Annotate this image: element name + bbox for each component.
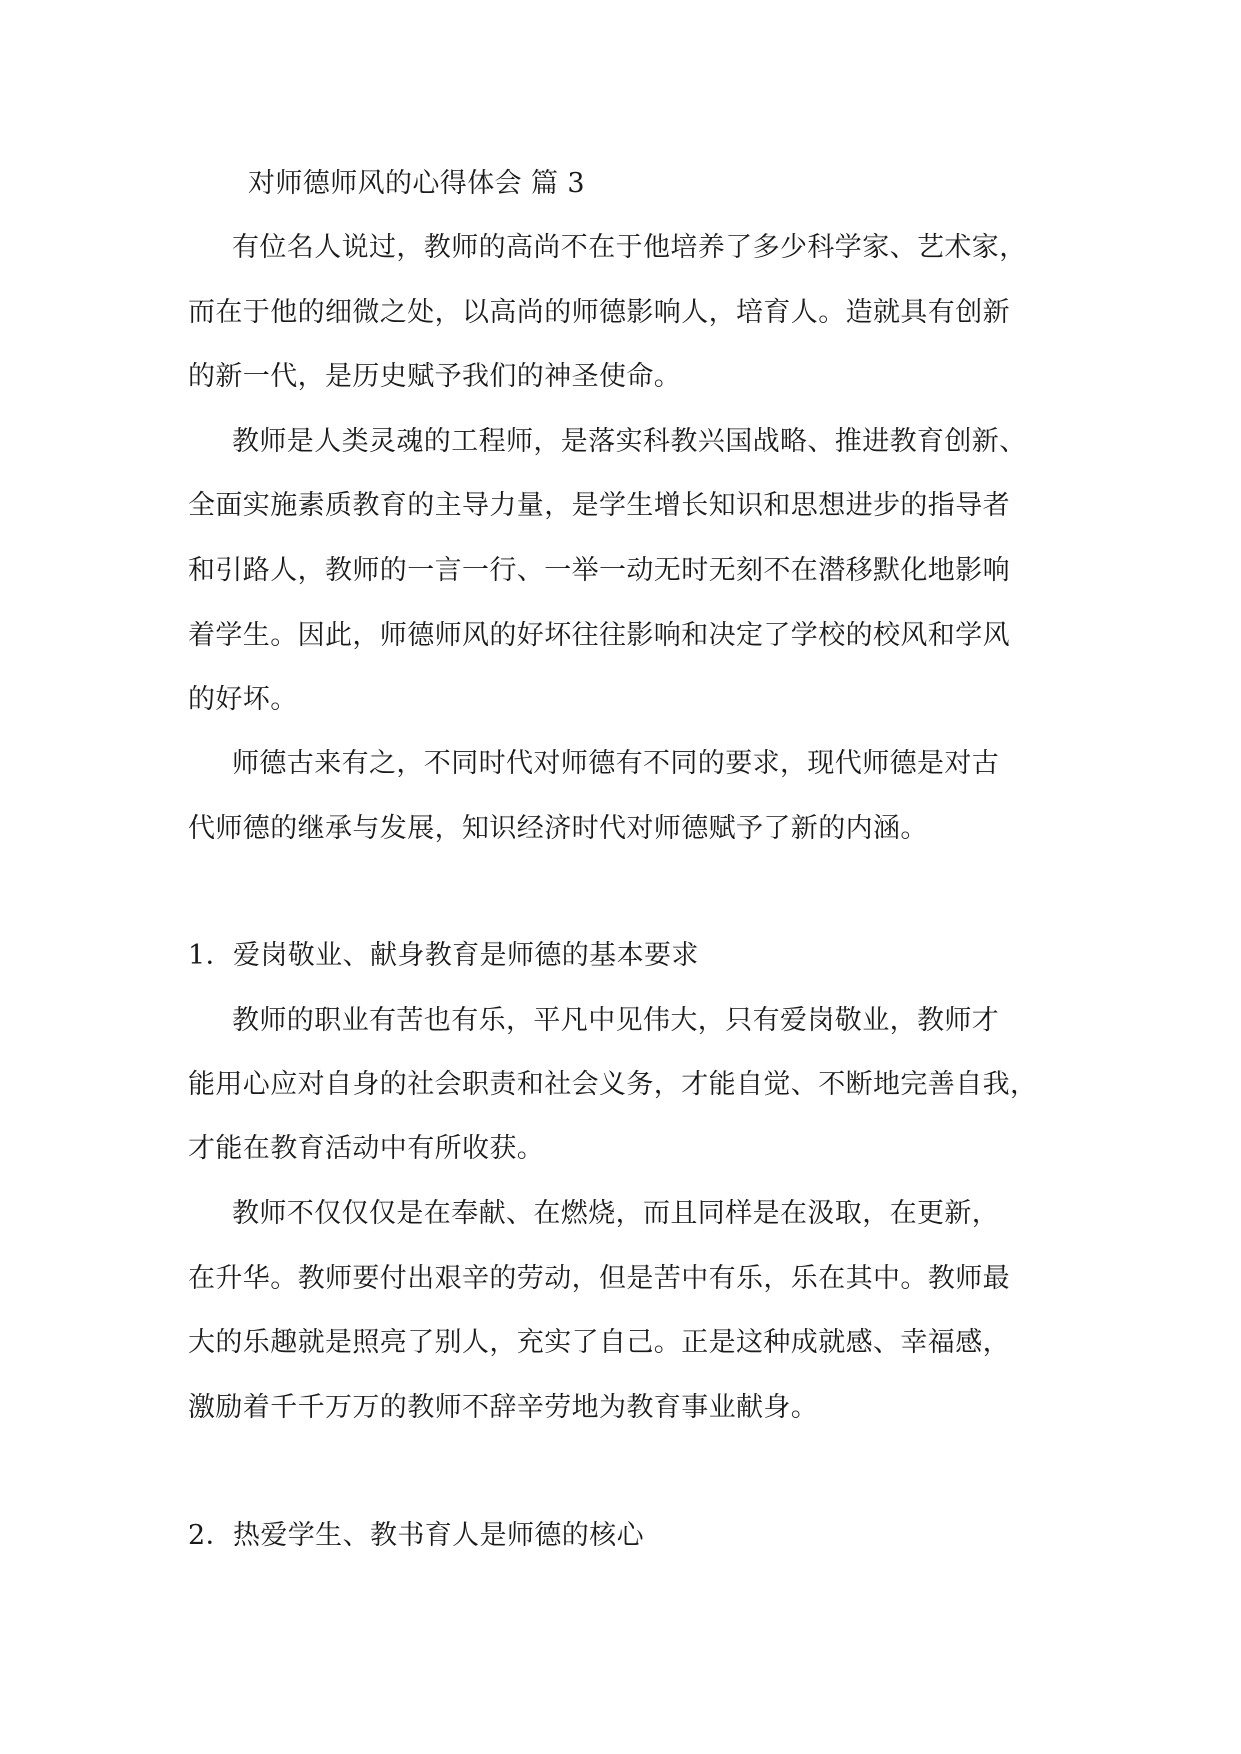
paragraph-3-line-1: 师德古来有之，不同时代对师德有不同的要求，现代师德是对古 bbox=[232, 748, 1000, 779]
paragraph-5-line-1: 教师不仅仅仅是在奉献、在燃烧，而且同样是在汲取，在更新， bbox=[232, 1198, 1000, 1229]
paragraph-1-line-3: 的新一代，是历史赋予我们的神圣使命。 bbox=[188, 361, 682, 392]
document-title: 对师德师风的心得体会 篇 3 bbox=[248, 168, 585, 199]
paragraph-2-line-4: 着学生。因此，师德师风的好坏往往影响和决定了学校的校风和学风 bbox=[188, 620, 1010, 651]
paragraph-4-line-1: 教师的职业有苦也有乐，平凡中见伟大，只有爱岗敬业，教师才 bbox=[232, 1005, 1000, 1036]
paragraph-5-line-2: 在升华。教师要付出艰辛的劳动，但是苦中有乐，乐在其中。教师最 bbox=[188, 1263, 1010, 1294]
paragraph-2-line-1: 教师是人类灵魂的工程师，是落实科教兴国战略、推进教育创新、 bbox=[232, 426, 1027, 457]
paragraph-3-line-2: 代师德的继承与发展，知识经济时代对师德赋予了新的内涵。 bbox=[188, 813, 928, 844]
paragraph-5-line-3: 大的乐趣就是照亮了别人，充实了自己。正是这种成就感、幸福感， bbox=[188, 1327, 1010, 1358]
paragraph-2-line-3: 和引路人，教师的一言一行、一举一动无时无刻不在潜移默化地影响 bbox=[188, 555, 1010, 586]
paragraph-5-line-4: 激励着千千万万的教师不辞辛劳地为教育事业献身。 bbox=[188, 1392, 819, 1423]
paragraph-1-line-2: 而在于他的细微之处，以高尚的师德影响人，培育人。造就具有创新 bbox=[188, 297, 1010, 328]
paragraph-2-line-2: 全面实施素质教育的主导力量，是学生增长知识和思想进步的指导者 bbox=[188, 490, 1010, 521]
paragraph-2-line-5: 的好坏。 bbox=[188, 684, 298, 715]
paragraph-4-line-3: 才能在教育活动中有所收获。 bbox=[188, 1133, 545, 1164]
paragraph-1-line-1: 有位名人说过，教师的高尚不在于他培养了多少科学家、艺术家， bbox=[232, 232, 1027, 263]
section-heading-1: 1．爱岗敬业、献身教育是师德的基本要求 bbox=[188, 940, 699, 971]
section-heading-2: 2．热爱学生、教书育人是师德的核心 bbox=[188, 1520, 644, 1551]
paragraph-4-line-2: 能用心应对自身的社会职责和社会义务，才能自觉、不断地完善自我， bbox=[188, 1069, 1038, 1100]
